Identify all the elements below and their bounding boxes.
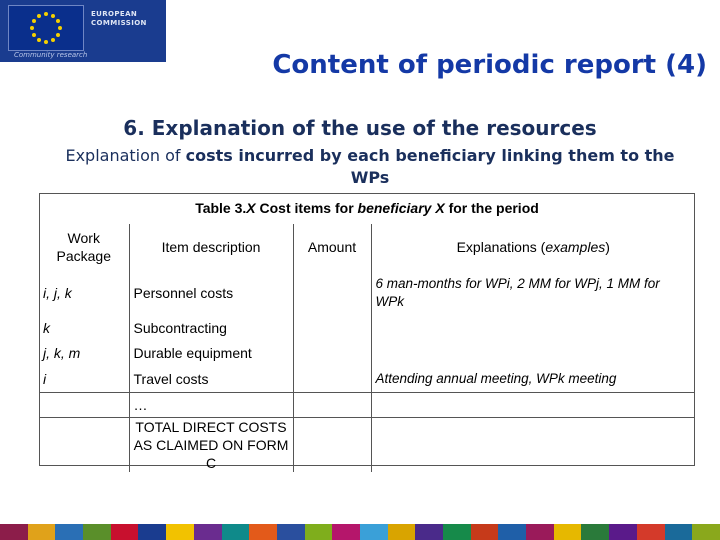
cell-wp <box>39 393 129 418</box>
strip-segment <box>692 524 720 540</box>
strip-segment <box>498 524 526 540</box>
cell-wp: j, k, m <box>39 340 129 366</box>
table-header-row <box>39 224 695 270</box>
strip-segment <box>554 524 582 540</box>
strip-segment <box>609 524 637 540</box>
strip-segment <box>332 524 360 540</box>
cell-wp: i <box>39 366 129 393</box>
table-row <box>39 270 695 316</box>
cell-amount <box>293 393 371 418</box>
cell-explanation <box>371 340 695 366</box>
strip-segment <box>55 524 83 540</box>
strip-segment <box>249 524 277 540</box>
strip-segment <box>83 524 111 540</box>
caption-mid: Cost items for <box>255 200 358 216</box>
intro-part2: costs incurred by each beneficiary linking them to the WPs <box>185 146 675 187</box>
table-row <box>39 393 695 418</box>
strip-segment <box>305 524 333 540</box>
eu-org-line1: EUROPEAN <box>91 10 138 18</box>
cell-explanation: Attending annual meeting, WPk meeting <box>371 366 695 393</box>
cell-wp: i, j, k <box>39 270 129 316</box>
intro-part1: Explanation of <box>65 146 186 165</box>
strip-segment <box>443 524 471 540</box>
strip-segment <box>581 524 609 540</box>
eu-flag-icon <box>8 5 84 51</box>
intro-text <box>50 145 690 189</box>
cell-item: Personnel costs <box>129 270 293 316</box>
header-explanations-pre: Explanations ( <box>456 239 546 255</box>
caption-x: X <box>246 200 256 216</box>
section-heading: 6. Explanation of the use of the resources <box>123 116 597 140</box>
cell-explanation <box>371 393 695 418</box>
cell-item: Travel costs <box>129 366 293 393</box>
strip-segment <box>665 524 693 540</box>
eu-org-subtitle: Community research <box>14 51 88 59</box>
strip-segment <box>222 524 250 540</box>
table-row <box>39 340 695 366</box>
eu-org-name <box>91 10 147 28</box>
eu-logo-block <box>0 0 166 62</box>
cell-amount <box>293 366 371 393</box>
table-row-total <box>39 418 695 473</box>
strip-segment <box>194 524 222 540</box>
strip-segment <box>277 524 305 540</box>
strip-segment <box>360 524 388 540</box>
strip-segment <box>637 524 665 540</box>
caption-beneficiary: beneficiary X <box>357 200 445 216</box>
header-amount: Amount <box>307 239 357 255</box>
table-caption <box>39 200 695 216</box>
strip-segment <box>388 524 416 540</box>
caption-suffix: for the period <box>444 200 539 216</box>
cell-explanation: 6 man-months for WPi, 2 MM for WPj, 1 MM for WPk <box>371 270 695 316</box>
strip-segment <box>526 524 554 540</box>
table-row <box>39 366 695 393</box>
header-explanations <box>371 224 695 270</box>
strip-segment <box>111 524 139 540</box>
header-explanations-post: ) <box>605 239 610 255</box>
slide-title: Content of periodic report (4) <box>272 50 707 80</box>
cell-amount <box>293 270 371 316</box>
caption-prefix: Table 3. <box>195 200 247 216</box>
header-item-description: Item description <box>129 224 293 270</box>
table-row <box>39 316 695 340</box>
strip-segment <box>166 524 194 540</box>
cost-items-table <box>39 224 695 472</box>
cell-item: Subcontracting <box>129 316 293 340</box>
strip-segment <box>0 524 28 540</box>
header-explanations-italic: examples <box>545 239 606 255</box>
header-work-package: Work Package <box>39 224 129 270</box>
strip-segment <box>471 524 499 540</box>
cell-wp: k <box>39 316 129 340</box>
cell-amount <box>293 316 371 340</box>
cell-amount <box>293 418 371 473</box>
strip-segment <box>28 524 56 540</box>
cell-wp <box>39 418 129 473</box>
cell-item: Durable equipment <box>129 340 293 366</box>
cell-item-total: TOTAL DIRECT COSTS AS CLAIMED ON FORM C <box>129 418 293 473</box>
cell-explanation <box>371 316 695 340</box>
cell-amount <box>293 340 371 366</box>
eu-org-line2: COMMISSION <box>91 19 147 27</box>
footer-color-strip <box>0 524 720 540</box>
cell-explanation <box>371 418 695 473</box>
strip-segment <box>138 524 166 540</box>
strip-segment <box>415 524 443 540</box>
cell-item: … <box>129 393 293 418</box>
